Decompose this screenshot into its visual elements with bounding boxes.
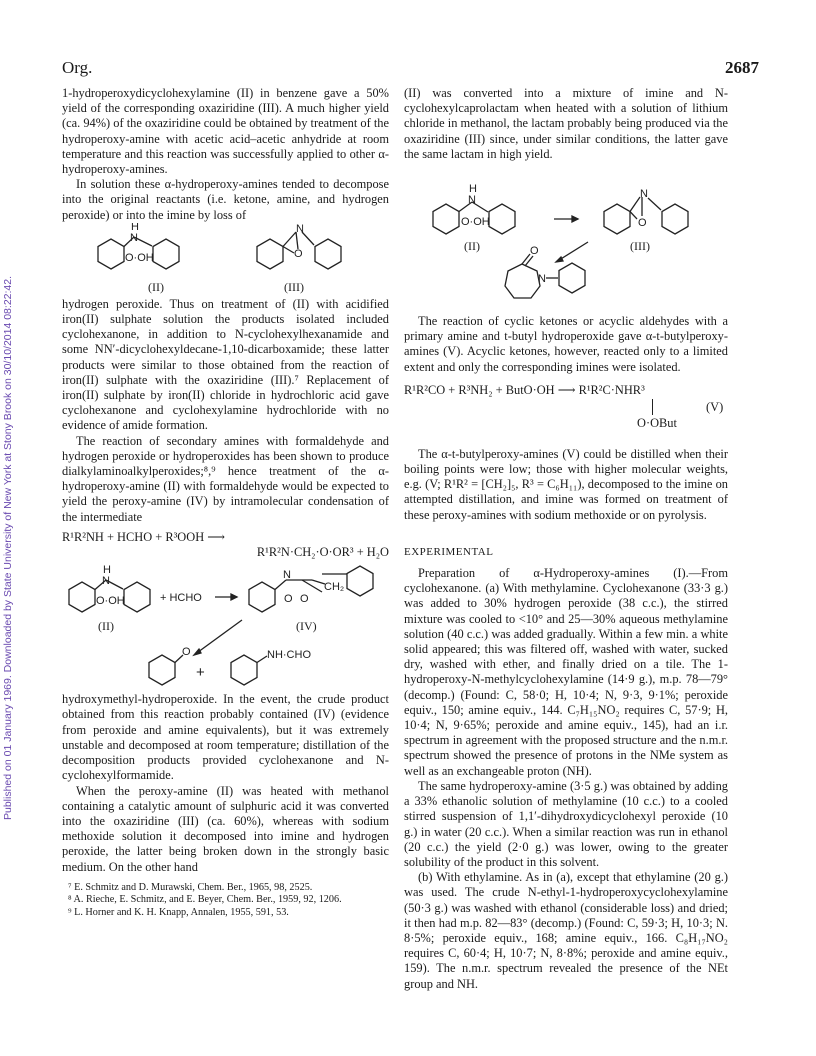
atom-label-ch2: CH₂ — [324, 581, 345, 594]
atom-label-ooh: O·OH — [461, 216, 490, 229]
right-paragraph-4: Preparation of α-Hydroperoxy-amines (I).—From cyclohexanone. (a) With methylamine. Cyclohexanone (33·3 g.) was added to 30% hydrogen peroxide (38 c.c.), the stirred mixture was cooled to <10° and 25—30% aqueous methylamine solution (40 c.c.) was added gradually. Within a few min. a white solid appeared; this was filtered off, washed with water, sucked dry, washed with ether, and finally dried on a tile. The 1-hydroperoxy-N-methylcyclohexylamine (14·9 g.), m.p. 78—79° (decomp.) (Found: C, 58·0; H, 10·4; N, 9·3, 9·1%; peroxide equiv., 150; amine equiv., 144. C₇H₁₅NO₂ requires C, 57·9; H, 10·4; N, 9·65%; peroxide and amine equiv., 145), had an i.r. spectrum in agreement with the proposed structure and the n.m.r. spectrum showed the presence of protons in the NMe system as well as an exchangeable proton (NH). — [404, 566, 728, 778]
cyclohexane-ring — [347, 566, 373, 596]
atom-label-o: O — [182, 646, 191, 659]
cyclohexane-ring — [153, 239, 179, 269]
equation-2 — [404, 383, 728, 435]
atom-label-n: N — [538, 273, 546, 286]
left-paragraph-3: hydrogen peroxide. Thus on treatment of (II) with acidified iron(II) sulphate solution the products isolated included cyclohexanone, in addition to N-cyclohexylhexanamide and some NN′-dicyclohexyldecane-1,10-dicarboxamide; these latter products were similar to those obtained from the reaction of iron(II) sulphate with the oxaziridine (III).⁷ Replacement of iron(II) sulphate by iron(II) chloride in hydrochloric acid gave cyclohexanone and cyclohexylamine hydrochloride with no evidence of amide formation. — [62, 296, 389, 433]
left-column — [62, 86, 389, 919]
footnote-9: ⁹ L. Horner and K. H. Knapp, Annalen, 1955, 591, 53. — [68, 906, 289, 918]
atom-label-nhcho: NH·CHO — [267, 649, 311, 662]
atom-label-n: N — [468, 194, 476, 207]
compound-label-iii: (III) — [630, 239, 650, 254]
footnote-8: ⁸ A. Rieche, E. Schmitz, and E. Beyer, Chem. Ber., 1959, 92, 1206. — [68, 894, 342, 906]
cyclohexane-ring — [249, 582, 275, 612]
atom-label-h: H — [131, 222, 139, 233]
left-paragraph-4: The reaction of secondary amines with formaldehyde and hydrogen peroxide or hydroperoxides has been shown to produce dialkylaminoalkylperoxides;⁸,⁹ hence treatment of the α-hydroperoxy-amine (II) with formaldehyde would be expected to yield the peroxy-amine (IV) by intramolecular condensation of the intermediate — [62, 433, 389, 524]
atom-label-o: O — [284, 593, 293, 606]
cyclohexane-ring — [433, 204, 459, 234]
right-paragraph-3: The α-t-butylperoxy-amines (V) could be distilled when their boiling points were low; those with higher molecular weights, e.g. (V; R¹R² = [CH₂]₅, R³ = C₆H₁₁), decomposed to the imine on attempted distillation, and imine was formed on treatment of these peroxy-amines with sodium methoxide or on pyrolysis. — [404, 446, 728, 522]
cyclohexane-ring — [604, 204, 630, 234]
equation-bond — [652, 399, 653, 415]
atom-label-ooh: O·OH — [96, 595, 125, 608]
atom-label-o: O — [300, 593, 309, 606]
atom-label-o: O — [294, 247, 303, 260]
page-number: 2687 — [725, 58, 759, 77]
atom-label-n: N — [283, 569, 291, 582]
atom-label-n: N — [296, 222, 304, 235]
cyclohexane-ring — [124, 582, 150, 612]
atom-label-n: N — [130, 231, 138, 244]
compound-label-iii: (III) — [284, 279, 304, 294]
left-paragraph-6: When the peroxy-amine (II) was heated with methanol containing a catalytic amount of sulphuric acid it was converted into the oxaziridine (III) (ca. 60%), whereas with sodium methoxide solution it decomposed into imine and hydrogen peroxide, the latter being broken down in the strongly basic medium. On the other hand — [62, 783, 389, 874]
structure-figure-ii-iii — [62, 223, 389, 297]
left-paragraph-1: 1-hydroperoxydicyclohexylamine (II) in benzene gave a 50% yield of the corresponding oxaziridine (III). A much higher yield (ca. 94%) of the oxaziridine could be obtained by treatment of the hydroperoxy-amine with acetic acid–acetic anhydride at room temperature and this reaction was successfully applied to other α-hydroperoxy-amines. — [62, 86, 389, 177]
right-paragraph-5: The same hydroperoxy-amine (3·5 g.) was obtained by adding a 33% ethanolic solution of methylamine (10 c.c.) to a cooled stirred suspension of 1,1′-dihydroxydicyclohexyl peroxide (10 g.) in water (20 c.c.). When a similar reaction was run in ethanol (20 c.c.) the yield (2·0 g.) was lower, owing to the greater solubility of the product in this solvent. — [404, 778, 728, 869]
plus-sign: + — [196, 664, 205, 682]
equation-1-line-2: R¹R²N·CH₂·O·OR³ + H₂O — [256, 545, 389, 560]
formaldehyde-reaction-scheme — [62, 560, 389, 692]
atom-label-ooh: O·OH — [125, 251, 154, 264]
atom-label-o: O — [638, 217, 647, 230]
footnotes — [62, 882, 389, 919]
cyclohexane-ring — [98, 239, 124, 269]
cyclohexane-ring — [662, 204, 688, 234]
download-watermark: Published on 01 January 1969. Downloaded by State University of New York at Stony Brook on 30/10/2014 08:22:42. — [2, 275, 14, 821]
compound-label-ii: (II) — [148, 279, 164, 294]
equation-2-substituent: O·OBut — [637, 415, 677, 430]
cyclohexane-ring — [257, 239, 283, 269]
reagent-hcho: + HCHO — [160, 592, 202, 605]
equation-2-label: (V) — [706, 399, 724, 414]
caprolactam-ring — [505, 264, 540, 298]
right-paragraph-6: (b) With ethylamine. As in (a), except that ethylamine (20 g.) was used. The crude N-ethyl-1-hydroperoxycyclohexylamine (50·3 g.) was washed with ethanol (considerable loss) and dried; it then had m.p. 82—83° (decomp.) (Found: C, 59·3; H, 10·3; N. 8·5%; peroxide equiv., 168; amine equiv., 166. C₈H₁₇NO₂ requires C, 60·4; H, 10·7; N, 8·8%; peroxide and amine equiv., 159). The n.m.r. spectrum revealed the presence of the NEt group and NH. — [404, 870, 728, 991]
equation-1-line-1: R¹R²NH + HCHO + R³OOH ⟶ — [62, 529, 226, 544]
left-paragraph-2: In solution these α-hydroperoxy-amines tended to decompose into the original reactants (i.e. ketone, amine, and hydrogen peroxide) or into the imine by loss of — [62, 177, 389, 222]
lactam-reaction-scheme — [404, 162, 728, 302]
atom-label-n: N — [102, 575, 110, 588]
atom-label-n: N — [640, 188, 648, 201]
footnote-7: ⁷ E. Schmitz and D. Murawski, Chem. Ber., 1965, 98, 2525. — [68, 881, 313, 893]
equation-2-main: R¹R²CO + R³NH₂ + ButO·OH ⟶ R¹R²C·NHR³ — [404, 382, 645, 397]
cyclohexyl-ring — [231, 655, 257, 685]
left-paragraph-5: hydroxymethyl-hydroperoxide. In the event, the crude product obtained from this reaction probably contained (IV) (evidence from peroxide and amine equivalents), but it was extremely unstable and decomposed at room temperature; distillation of the decomposition products provided cyclohexanone and N-cyclohexylformamide. — [62, 692, 389, 783]
right-column — [404, 86, 728, 992]
compound-label-ii: (II) — [464, 239, 480, 254]
cyclohexanone-ring — [149, 655, 175, 685]
atom-label-h: H — [103, 564, 111, 577]
equation-1 — [62, 530, 389, 560]
journal-section-header: Org. — [62, 58, 93, 77]
atom-label-h: H — [469, 183, 477, 196]
right-paragraph-2: The reaction of cyclic ketones or acyclic aldehydes with a primary amine and t-butyl hydroperoxide gave α-t-butylperoxy-amines (V). Acyclic ketones, however, reacted only to a limited extent and only the corresponding imines were isolated. — [404, 314, 728, 374]
experimental-heading: EXPERIMENTAL — [404, 545, 494, 558]
cyclohexyl-ring — [559, 263, 585, 293]
compound-label-ii: (II) — [98, 619, 114, 634]
cyclohexane-ring — [489, 204, 515, 234]
cyclohexane-ring — [69, 582, 95, 612]
compound-label-iv: (IV) — [296, 619, 317, 634]
cyclohexane-ring — [315, 239, 341, 269]
right-paragraph-1: (II) was converted into a mixture of imine and N-cyclohexylcaprolactam when heated with a solution of lithium chloride in methanol, the lactam probably being produced via the oxaziridine (III) since, under similar conditions, the latter gave the same lactam in high yield. — [404, 86, 728, 161]
atom-label-o: O — [530, 245, 539, 258]
